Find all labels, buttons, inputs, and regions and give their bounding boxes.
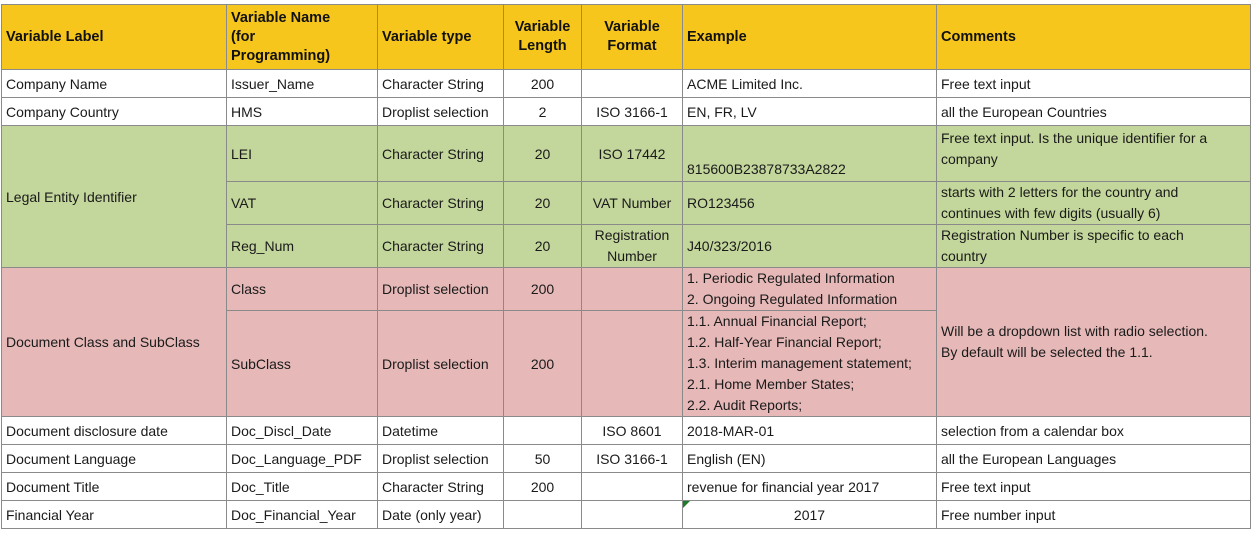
cell-name[interactable]: Class <box>227 268 378 311</box>
cell-format[interactable] <box>582 268 683 311</box>
cell-example[interactable]: 2018-MAR-01 <box>683 417 937 445</box>
cell-format[interactable]: ISO 17442 <box>582 126 683 182</box>
cell-label[interactable]: Document Title <box>2 473 227 501</box>
cell-label[interactable]: Company Country <box>2 98 227 126</box>
cell-comment[interactable]: all the European Languages <box>937 445 1251 473</box>
header-variable-length[interactable] <box>504 5 582 70</box>
cell-name[interactable]: Reg_Num <box>227 225 378 268</box>
cell-label[interactable]: Document disclosure date <box>2 417 227 445</box>
cell-length[interactable] <box>504 501 582 529</box>
header-length-line2: Length <box>518 38 567 54</box>
cell-name[interactable]: Doc_Language_PDF <box>227 445 378 473</box>
example-line: 2.2. Audit Reports; <box>687 397 803 413</box>
cell-example[interactable] <box>683 501 937 529</box>
comment-line: starts with 2 letters for the country and <box>941 184 1179 200</box>
cell-comment[interactable]: Free text input <box>937 70 1251 98</box>
cell-example[interactable]: revenue for financial year 2017 <box>683 473 937 501</box>
table-row <box>2 98 1251 126</box>
header-format-line2: Format <box>607 38 657 54</box>
cell-name[interactable]: Doc_Financial_Year <box>227 501 378 529</box>
cell-comment[interactable]: all the European Countries <box>937 98 1251 126</box>
header-name-line3: Programming) <box>231 47 331 64</box>
header-example[interactable]: Example <box>683 5 937 70</box>
table-row <box>2 70 1251 98</box>
format-line: Number <box>607 248 657 264</box>
cell-label[interactable]: Company Name <box>2 70 227 98</box>
cell-type[interactable]: Character String <box>378 70 504 98</box>
cell-type[interactable]: Date (only year) <box>378 501 504 529</box>
header-variable-format[interactable] <box>582 5 683 70</box>
spreadsheet <box>1 4 1251 529</box>
cell-format[interactable]: ISO 8601 <box>582 417 683 445</box>
cell-format[interactable]: ISO 3166-1 <box>582 445 683 473</box>
cell-example[interactable]: English (EN) <box>683 445 937 473</box>
cell-length[interactable]: 200 <box>504 70 582 98</box>
cell-label-class-group[interactable]: Document Class and SubClass <box>2 268 227 417</box>
cell-type[interactable]: Character String <box>378 473 504 501</box>
cell-type[interactable]: Character String <box>378 126 504 182</box>
header-name-line2: (for <box>231 28 256 45</box>
cell-example[interactable]: RO123456 <box>683 182 937 225</box>
cell-name[interactable]: Doc_Discl_Date <box>227 417 378 445</box>
cell-format[interactable] <box>582 70 683 98</box>
cell-name[interactable]: Issuer_Name <box>227 70 378 98</box>
cell-label[interactable]: Document Language <box>2 445 227 473</box>
cell-format[interactable] <box>582 473 683 501</box>
cell-name[interactable]: HMS <box>227 98 378 126</box>
cell-comment[interactable] <box>937 182 1251 225</box>
header-length-line1: Variable <box>514 19 571 35</box>
cell-type[interactable]: Character String <box>378 182 504 225</box>
cell-label-lei-group[interactable]: Legal Entity Identifier <box>2 126 227 268</box>
cell-example[interactable]: EN, FR, LV <box>683 98 937 126</box>
example-line: 1. Periodic Regulated Information <box>687 270 895 286</box>
cell-label[interactable]: Financial Year <box>2 501 227 529</box>
cell-example[interactable]: ACME Limited Inc. <box>683 70 937 98</box>
cell-length[interactable]: 200 <box>504 311 582 417</box>
cell-error-indicator-icon <box>683 501 690 508</box>
cell-length[interactable]: 200 <box>504 268 582 311</box>
header-comments[interactable]: Comments <box>937 5 1251 70</box>
cell-length[interactable]: 20 <box>504 182 582 225</box>
cell-length[interactable]: 20 <box>504 126 582 182</box>
cell-length[interactable]: 200 <box>504 473 582 501</box>
table-row <box>2 501 1251 529</box>
comment-line: country <box>941 248 987 264</box>
table-row <box>2 268 1251 311</box>
table-row <box>2 126 1251 182</box>
header-variable-label[interactable]: Variable Label <box>2 5 227 70</box>
cell-format[interactable] <box>582 311 683 417</box>
cell-type[interactable]: Character String <box>378 225 504 268</box>
cell-type[interactable]: Droplist selection <box>378 98 504 126</box>
cell-comment[interactable]: Free number input <box>937 501 1251 529</box>
header-variable-type[interactable]: Variable type <box>378 5 504 70</box>
table-row <box>2 445 1251 473</box>
cell-name[interactable]: VAT <box>227 182 378 225</box>
header-row <box>2 5 1251 70</box>
header-variable-name[interactable] <box>227 5 378 70</box>
cell-format[interactable] <box>582 501 683 529</box>
example-line: 1.2. Half-Year Financial Report; <box>687 334 882 350</box>
comment-line: company <box>941 151 998 167</box>
header-format-line1: Variable <box>604 19 660 35</box>
example-line: 2. Ongoing Regulated Information <box>687 291 898 307</box>
cell-example[interactable]: J40/323/2016 <box>683 225 937 268</box>
cell-format[interactable]: VAT Number <box>582 182 683 225</box>
cell-format[interactable] <box>582 225 683 268</box>
comment-line: By default will be selected the 1.1. <box>941 344 1153 360</box>
example-line: 1.1. Annual Financial Report; <box>687 313 867 329</box>
table-row <box>2 473 1251 501</box>
cell-comment[interactable] <box>937 126 1251 182</box>
cell-length[interactable] <box>504 417 582 445</box>
cell-example[interactable] <box>683 268 937 311</box>
cell-type[interactable]: Datetime <box>378 417 504 445</box>
comment-line: Free text input. Is the unique identifier for a <box>941 130 1208 146</box>
cell-comment[interactable]: selection from a calendar box <box>937 417 1251 445</box>
cell-type[interactable]: Droplist selection <box>378 311 504 417</box>
example-line: 1.3. Interim management statement; <box>687 355 912 371</box>
header-name-line1: Variable Name <box>231 9 331 26</box>
cell-length[interactable]: 2 <box>504 98 582 126</box>
cell-example[interactable]: 815600B23878733A2822 <box>683 126 937 182</box>
example-line: 2.1. Home Member States; <box>687 376 855 392</box>
cell-comment[interactable] <box>937 225 1251 268</box>
cell-comment[interactable]: Free text input <box>937 473 1251 501</box>
cell-type[interactable]: Droplist selection <box>378 268 504 311</box>
cell-format[interactable]: ISO 3166-1 <box>582 98 683 126</box>
example-value: 2017 <box>793 506 826 523</box>
cell-comment-class-group[interactable] <box>937 268 1251 417</box>
comment-line: Will be a dropdown list with radio selection. <box>941 323 1208 339</box>
comment-line: Registration Number is specific to each <box>941 227 1184 243</box>
comment-line: continues with few digits (usually 6) <box>941 205 1161 221</box>
cell-length[interactable]: 20 <box>504 225 582 268</box>
cell-name[interactable]: Doc_Title <box>227 473 378 501</box>
cell-name[interactable]: SubClass <box>227 311 378 417</box>
table-row <box>2 417 1251 445</box>
cell-type[interactable]: Droplist selection <box>378 445 504 473</box>
cell-example[interactable] <box>683 311 937 417</box>
cell-name[interactable]: LEI <box>227 126 378 182</box>
cell-length[interactable]: 50 <box>504 445 582 473</box>
variables-table <box>1 4 1251 529</box>
format-line: Registration <box>594 227 670 243</box>
